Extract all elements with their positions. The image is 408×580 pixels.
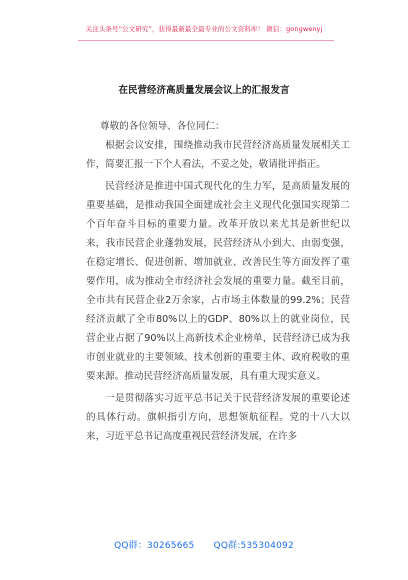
paragraph-point-one: 一是贯彻落实习近平总书记关于民营经济发展的重要论述的具体行动。旗帜指引方向，思想领航征程。党的十八大以来，习近平总书记高度重视民营经济发展，在许多 bbox=[86, 393, 350, 442]
header-banner: 关注头条号“公文研究”，获得最新最全最专业的公文资料库！ 微信：gongwenyj bbox=[85, 25, 323, 33]
footer-qq-group-2: QQ群:535304092 bbox=[213, 541, 294, 551]
salutation: 尊敬的各位领导、各位同仁： bbox=[100, 121, 225, 132]
document-title: 在民营经济高质量发展会议上的汇报发言 bbox=[118, 85, 290, 96]
document-body bbox=[86, 117, 350, 446]
footer bbox=[0, 538, 408, 551]
header-divider bbox=[78, 40, 334, 41]
paragraph-significance: 民营经济是推进中国式现代化的生力军，是高质量发展的重要基础，是推动我国全面建成社会主义现代化强国实现第二个百年奋斗目标的重要力量。改革开放以来尤其是新世纪以来，我市民营企业蓬勃发展，民营经济从小到大、由弱变强，在稳定增长、促进创新、增加就业、改善民生等方面发挥了重要作用，成为推动全市经济社会发展的重要力量。截至目前，全市共有民营企业2万余家，占市场主体数量的99.2%；民营经济贡献了全市80%以上的GDP、80%以上的就业岗位，民营企业占据了90%以上高新技术企业榜单，民营经济已成为我市创业就业的主要领域、技术创新的重要主体、政府税收的重要来源。推动民营经济高质量发展，具有重大现实意义。 bbox=[86, 181, 350, 382]
paragraph-intro: 根据会议安排，围绕推动我市民营经济高质量发展相关工作，简要汇报一下个人看法，不妥之处，敬请批评指正。 bbox=[86, 140, 350, 170]
footer-qq-group-1: QQ群：30265665 bbox=[114, 541, 195, 551]
